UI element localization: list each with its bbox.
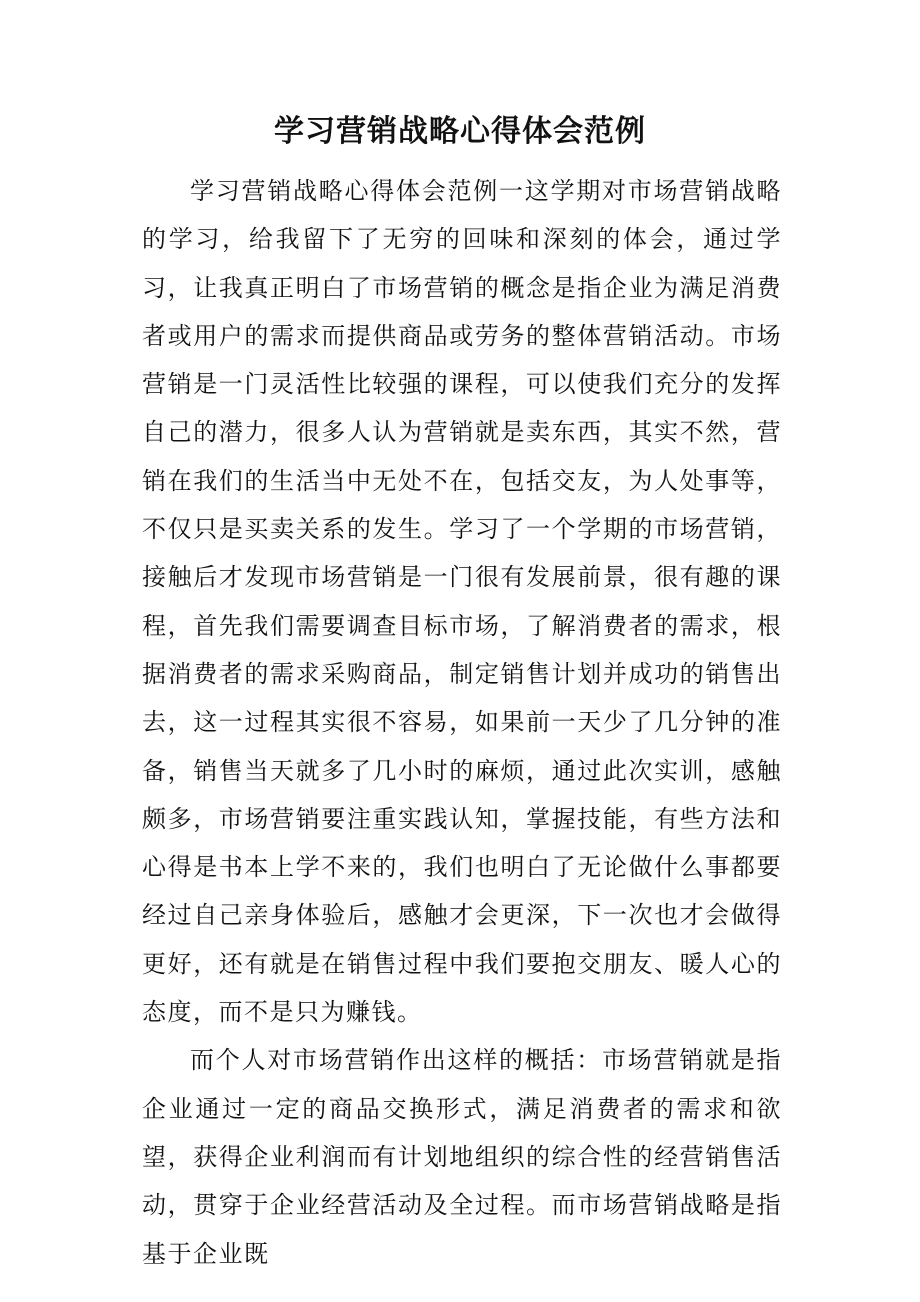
paragraph-1: 学习营销战略心得体会范例一这学期对市场营销战略的学习，给我留下了无穷的回味和深刻的体会，通过学习，让我真正明白了市场营销的概念是指企业为满足消费者或用户的需求而提供商品或劳务的整体营销活动。市场营销是一门灵活性比较强的课程，可以使我们充分的发挥自己的潜力，很多人认为营销就是卖东西，其实不然，营销在我们的生活当中无处不在，包括交友，为人处事等，不仅只是买卖关系的发生。学习了一个学期的市场营销，接触后才发现市场营销是一门很有发展前景，很有趣的课程，首先我们需要调查目标市场，了解消费者的需求，根据消费者的需求采购商品，制定销售计划并成功的销售出去，这一过程其实很不容易，如果前一天少了几分钟的准备，销售当天就多了几小时的麻烦，通过此次实训，感触颇多，市场营销要注重实践认知，掌握技能，有些方法和心得是书本上学不来的，我们也明白了无论做什么事都要经过自己亲身体验后，感触才会更深，下一次也才会做得更好，还有就是在销售过程中我们要抱交朋友、暖人心的态度，而不是只为赚钱。 bbox=[142, 177, 782, 1027]
document-title: 学习营销战略心得体会范例 bbox=[274, 114, 646, 149]
paragraph-2: 而个人对市场营销作出这样的概括：市场营销就是指企业通过一定的商品交换形式，满足消费者的需求和欲望，获得企业利润而有计划地组织的综合性的经营销售活动，贯穿于企业经营活动及全过程。而市场营销战略是指基于企业既 bbox=[142, 1046, 782, 1268]
document-body bbox=[142, 167, 782, 1278]
